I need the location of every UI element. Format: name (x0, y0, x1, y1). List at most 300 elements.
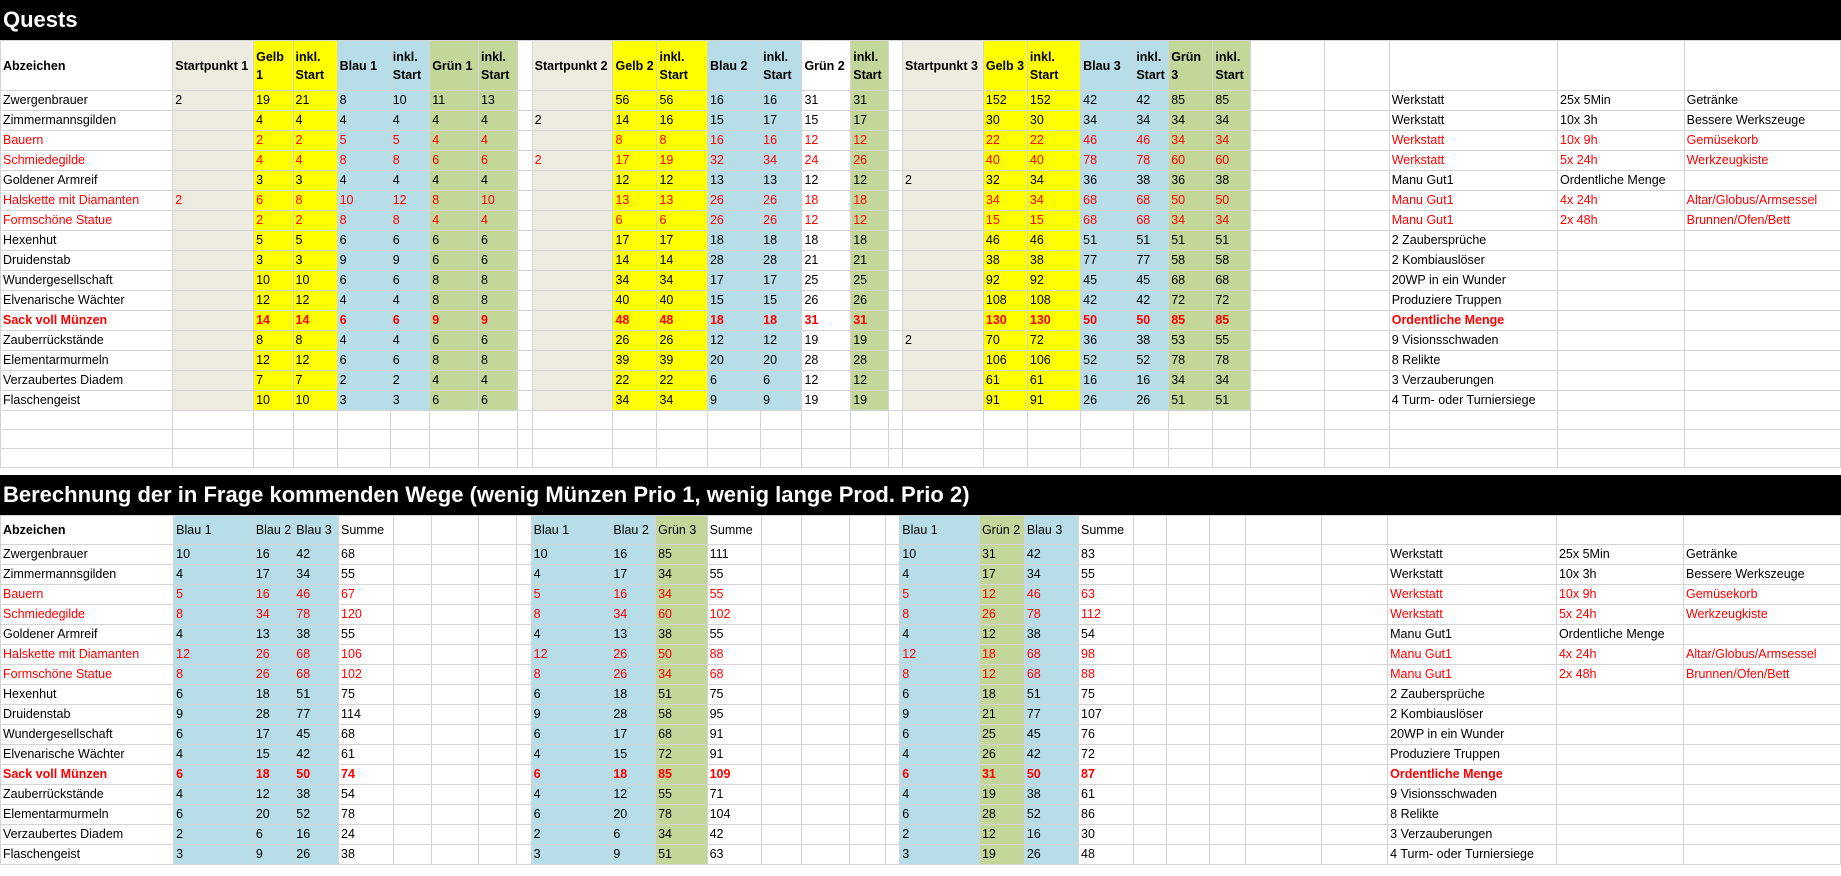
quests-cell[interactable] (1558, 291, 1685, 311)
calc-cell[interactable]: 45 (1024, 725, 1078, 745)
calc-cell[interactable] (1133, 845, 1166, 865)
quests-cell[interactable]: 4 (390, 111, 429, 131)
empty-cell[interactable] (518, 449, 532, 468)
calc-cell[interactable]: 51 (294, 685, 339, 705)
calc-cell[interactable]: 71 (707, 785, 762, 805)
quests-cell[interactable]: 26 (851, 291, 889, 311)
calc-cell[interactable] (1321, 845, 1387, 865)
calc-cell[interactable] (1209, 725, 1245, 745)
quests-cell[interactable]: 106 (983, 351, 1027, 371)
quests-cell[interactable] (518, 351, 532, 371)
quests-cell[interactable]: 46 (1027, 231, 1080, 251)
empty-cell[interactable] (1324, 411, 1389, 430)
quests-cell[interactable]: 34 (1134, 111, 1169, 131)
quests-cell[interactable] (1250, 351, 1324, 371)
calc-cell[interactable] (885, 625, 899, 645)
calc-cell[interactable]: 112 (1079, 605, 1134, 625)
quests-cell[interactable]: 72 (1027, 331, 1080, 351)
empty-cell[interactable] (173, 411, 254, 430)
calc-cell[interactable] (517, 585, 531, 605)
quests-cell[interactable]: Werkstatt (1389, 111, 1557, 131)
calc-cell[interactable]: 2 (174, 825, 254, 845)
quests-cell[interactable]: 34 (1169, 131, 1213, 151)
empty-cell[interactable] (1558, 430, 1685, 449)
calc-cell[interactable]: 6 (174, 765, 254, 785)
calc-cell[interactable]: 4 (174, 745, 254, 765)
calc-cell[interactable] (431, 825, 479, 845)
quests-cell[interactable]: 51 (1081, 231, 1134, 251)
calc-cell[interactable]: 18 (979, 645, 1024, 665)
calc-cell[interactable] (849, 665, 885, 685)
quests-cell[interactable]: 12 (293, 351, 337, 371)
quests-cell[interactable]: 53 (1169, 331, 1213, 351)
calc-header-cell[interactable]: Summe (1079, 516, 1134, 545)
quests-cell[interactable]: 14 (613, 111, 657, 131)
calc-cell[interactable]: 4 (174, 625, 254, 645)
quests-cell[interactable]: 26 (851, 151, 889, 171)
quests-cell[interactable]: 61 (983, 371, 1027, 391)
quests-cell[interactable] (1324, 371, 1389, 391)
calc-header-cell[interactable]: Grün 3 (656, 516, 708, 545)
quests-cell[interactable]: 2 (254, 211, 293, 231)
quests-cell[interactable]: 40 (657, 291, 708, 311)
calc-cell[interactable]: Zimmermannsgilden (1, 565, 174, 585)
quests-cell[interactable]: 6 (478, 391, 517, 411)
calc-cell[interactable] (1321, 745, 1387, 765)
calc-cell[interactable] (1133, 725, 1166, 745)
calc-cell[interactable]: 8 Relikte (1388, 805, 1557, 825)
quests-cell[interactable]: Elvenarische Wächter (1, 291, 173, 311)
empty-cell[interactable] (903, 449, 984, 468)
quests-cell[interactable]: 2 (903, 171, 984, 191)
quests-cell[interactable]: 3 Verzauberungen (1389, 371, 1557, 391)
calc-cell[interactable]: 26 (979, 745, 1024, 765)
quests-cell[interactable] (532, 371, 613, 391)
calc-cell[interactable]: Manu Gut1 (1388, 665, 1557, 685)
calc-cell[interactable]: 10 (174, 545, 254, 565)
quests-cell[interactable]: 3 (390, 391, 429, 411)
calc-cell[interactable] (885, 685, 899, 705)
quests-header-cell[interactable]: inkl. Start (478, 41, 517, 91)
quests-cell[interactable]: 12 (613, 171, 657, 191)
calc-cell[interactable]: 38 (294, 785, 339, 805)
calc-cell[interactable]: 63 (707, 845, 762, 865)
quests-cell[interactable]: 42 (1081, 291, 1134, 311)
calc-cell[interactable]: 77 (1024, 705, 1078, 725)
empty-cell[interactable] (851, 411, 889, 430)
quests-header-cell[interactable]: inkl. Start (293, 41, 337, 91)
calc-cell[interactable]: 95 (707, 705, 762, 725)
quests-cell[interactable]: 85 (1213, 91, 1251, 111)
empty-cell[interactable] (173, 430, 254, 449)
quests-cell[interactable]: 78 (1213, 351, 1251, 371)
calc-cell[interactable] (1556, 825, 1683, 845)
calc-cell[interactable] (1321, 785, 1387, 805)
calc-cell[interactable] (762, 665, 802, 685)
calc-cell[interactable] (1133, 685, 1166, 705)
calc-cell[interactable] (393, 565, 431, 585)
calc-cell[interactable] (479, 545, 517, 565)
quests-cell[interactable]: 77 (1081, 251, 1134, 271)
quests-cell[interactable]: 60 (1213, 151, 1251, 171)
calc-cell[interactable] (1245, 685, 1321, 705)
quests-cell[interactable]: 14 (293, 311, 337, 331)
calc-cell[interactable] (431, 705, 479, 725)
calc-cell[interactable] (1683, 725, 1840, 745)
calc-cell[interactable]: 5 (174, 585, 254, 605)
calc-cell[interactable]: 3 (900, 845, 980, 865)
quests-cell[interactable]: 34 (613, 271, 657, 291)
quests-cell[interactable]: 6 (430, 331, 479, 351)
calc-cell[interactable]: 91 (707, 745, 762, 765)
calc-cell[interactable]: 18 (611, 765, 656, 785)
quests-cell[interactable]: 26 (1134, 391, 1169, 411)
empty-cell[interactable] (903, 430, 984, 449)
quests-cell[interactable]: 91 (983, 391, 1027, 411)
calc-cell[interactable] (431, 805, 479, 825)
calc-cell[interactable]: 6 (900, 685, 980, 705)
calc-header-cell[interactable]: Blau 3 (1024, 516, 1078, 545)
quests-cell[interactable]: 11 (430, 91, 479, 111)
calc-cell[interactable]: 3 (174, 845, 254, 865)
quests-cell[interactable] (173, 211, 254, 231)
calc-cell[interactable]: Flaschengeist (1, 845, 174, 865)
calc-cell[interactable] (1209, 625, 1245, 645)
calc-cell[interactable] (517, 725, 531, 745)
quests-cell[interactable]: 92 (983, 271, 1027, 291)
calc-cell[interactable]: 6 (174, 805, 254, 825)
quests-cell[interactable]: 68 (1081, 191, 1134, 211)
empty-cell[interactable] (293, 430, 337, 449)
calc-cell[interactable] (517, 805, 531, 825)
empty-cell[interactable] (1389, 430, 1557, 449)
calc-cell[interactable]: 4 (900, 785, 980, 805)
quests-cell[interactable]: 8 (337, 151, 390, 171)
quests-cell[interactable]: Ordentliche Menge (1389, 311, 1557, 331)
calc-cell[interactable] (849, 805, 885, 825)
quests-cell[interactable]: Getränke (1684, 91, 1840, 111)
quests-cell[interactable]: 38 (983, 251, 1027, 271)
quests-cell[interactable]: 2 Zaubersprüche (1389, 231, 1557, 251)
quests-cell[interactable] (1324, 91, 1389, 111)
quests-cell[interactable]: 10 (293, 271, 337, 291)
quests-cell[interactable]: 6 (337, 311, 390, 331)
quests-cell[interactable] (173, 131, 254, 151)
empty-cell[interactable] (1027, 411, 1080, 430)
calc-cell[interactable] (393, 785, 431, 805)
calc-cell[interactable]: 46 (1024, 585, 1078, 605)
quests-cell[interactable] (903, 151, 984, 171)
calc-cell[interactable]: 6 (900, 765, 980, 785)
calc-cell[interactable]: 88 (1079, 665, 1134, 685)
quests-cell[interactable]: 10 (254, 391, 293, 411)
calc-cell[interactable] (1133, 705, 1166, 725)
quests-cell[interactable]: 7 (254, 371, 293, 391)
calc-cell[interactable] (517, 645, 531, 665)
calc-header-cell[interactable] (393, 516, 431, 545)
calc-cell[interactable]: 3 (531, 845, 611, 865)
calc-cell[interactable]: 75 (339, 685, 394, 705)
quests-cell[interactable] (1250, 111, 1324, 131)
calc-cell[interactable]: 34 (1024, 565, 1078, 585)
calc-cell[interactable] (1321, 545, 1387, 565)
calc-cell[interactable]: 55 (707, 625, 762, 645)
calc-cell[interactable] (802, 585, 850, 605)
calc-cell[interactable]: 9 (900, 705, 980, 725)
quests-cell[interactable]: 51 (1213, 391, 1251, 411)
calc-cell[interactable]: 68 (294, 645, 339, 665)
quests-cell[interactable]: 36 (1081, 171, 1134, 191)
quests-cell[interactable] (1558, 351, 1685, 371)
calc-cell[interactable] (517, 825, 531, 845)
calc-cell[interactable] (1321, 725, 1387, 745)
calc-cell[interactable]: 8 (900, 605, 980, 625)
calc-cell[interactable]: 4 (900, 565, 980, 585)
quests-cell[interactable]: 26 (1081, 391, 1134, 411)
quests-cell[interactable]: Halskette mit Diamanten (1, 191, 173, 211)
quests-cell[interactable] (903, 191, 984, 211)
empty-cell[interactable] (532, 449, 613, 468)
calc-cell[interactable] (1245, 805, 1321, 825)
quests-cell[interactable]: Manu Gut1 (1389, 191, 1557, 211)
calc-header-cell[interactable] (517, 516, 531, 545)
quests-cell[interactable]: 17 (657, 231, 708, 251)
quests-cell[interactable]: 2 (390, 371, 429, 391)
calc-cell[interactable] (802, 825, 850, 845)
quests-cell[interactable]: 9 (390, 251, 429, 271)
quests-cell[interactable]: 60 (1169, 151, 1213, 171)
quests-cell[interactable]: Zimmermannsgilden (1, 111, 173, 131)
quests-cell[interactable]: 20WP in ein Wunder (1389, 271, 1557, 291)
calc-cell[interactable] (849, 705, 885, 725)
quests-cell[interactable]: 31 (802, 91, 851, 111)
quests-cell[interactable]: 34 (657, 271, 708, 291)
quests-cell[interactable]: 34 (1213, 131, 1251, 151)
quests-cell[interactable] (888, 111, 902, 131)
empty-cell[interactable] (1389, 449, 1557, 468)
calc-cell[interactable]: 52 (294, 805, 339, 825)
quests-cell[interactable] (1324, 231, 1389, 251)
calc-cell[interactable]: 26 (979, 605, 1024, 625)
calc-cell[interactable]: 8 (174, 605, 254, 625)
quests-cell[interactable] (903, 251, 984, 271)
calc-cell[interactable]: 9 (611, 845, 656, 865)
quests-cell[interactable]: 3 (337, 391, 390, 411)
quests-cell[interactable]: 4 (478, 111, 517, 131)
calc-cell[interactable]: 28 (979, 805, 1024, 825)
calc-cell[interactable]: 12 (174, 645, 254, 665)
quests-cell[interactable]: 50 (1081, 311, 1134, 331)
calc-cell[interactable]: 17 (611, 565, 656, 585)
calc-cell[interactable] (1166, 665, 1209, 685)
quests-cell[interactable]: 45 (1134, 271, 1169, 291)
quests-cell[interactable]: 4 (430, 371, 479, 391)
quests-cell[interactable] (888, 251, 902, 271)
calc-cell[interactable]: 78 (1024, 605, 1078, 625)
calc-cell[interactable]: 38 (294, 625, 339, 645)
quests-header-cell[interactable]: inkl. Start (657, 41, 708, 91)
calc-header-cell[interactable] (762, 516, 802, 545)
calc-cell[interactable] (1133, 605, 1166, 625)
quests-cell[interactable]: 13 (478, 91, 517, 111)
quests-cell[interactable] (1684, 391, 1840, 411)
quests-cell[interactable] (903, 131, 984, 151)
calc-cell[interactable] (762, 625, 802, 645)
calc-cell[interactable] (1245, 745, 1321, 765)
calc-cell[interactable] (1166, 765, 1209, 785)
calc-cell[interactable]: 5 (531, 585, 611, 605)
quests-cell[interactable] (532, 211, 613, 231)
calc-cell[interactable]: 28 (611, 705, 656, 725)
empty-cell[interactable] (518, 411, 532, 430)
quests-cell[interactable]: 108 (1027, 291, 1080, 311)
quests-cell[interactable]: 10 (254, 271, 293, 291)
calc-cell[interactable]: 6 (253, 825, 293, 845)
quests-cell[interactable]: 24 (802, 151, 851, 171)
calc-cell[interactable] (517, 765, 531, 785)
calc-cell[interactable] (1209, 845, 1245, 865)
calc-cell[interactable] (1166, 845, 1209, 865)
calc-cell[interactable]: 75 (707, 685, 762, 705)
quests-cell[interactable]: 25x 5Min (1558, 91, 1685, 111)
quests-cell[interactable]: 21 (293, 91, 337, 111)
calc-cell[interactable] (1209, 745, 1245, 765)
quests-cell[interactable]: 10 (390, 91, 429, 111)
empty-cell[interactable] (337, 411, 390, 430)
quests-cell[interactable]: 58 (1169, 251, 1213, 271)
calc-cell[interactable] (431, 625, 479, 645)
calc-cell[interactable] (1166, 585, 1209, 605)
calc-cell[interactable]: 38 (656, 625, 708, 645)
calc-cell[interactable] (1683, 745, 1840, 765)
calc-cell[interactable]: 85 (656, 765, 708, 785)
calc-cell[interactable]: 8 (531, 665, 611, 685)
calc-cell[interactable]: 54 (339, 785, 394, 805)
calc-header-cell[interactable] (1133, 516, 1166, 545)
calc-cell[interactable] (517, 845, 531, 865)
calc-cell[interactable] (1321, 805, 1387, 825)
quests-cell[interactable]: 12 (254, 291, 293, 311)
empty-cell[interactable] (1389, 411, 1557, 430)
quests-cell[interactable]: 34 (761, 151, 802, 171)
calc-cell[interactable]: 26 (253, 665, 293, 685)
quests-cell[interactable] (1324, 151, 1389, 171)
quests-cell[interactable]: 18 (761, 231, 802, 251)
quests-cell[interactable]: 3 (293, 251, 337, 271)
calc-cell[interactable] (849, 825, 885, 845)
calc-cell[interactable] (1133, 765, 1166, 785)
quests-cell[interactable]: 8 (254, 331, 293, 351)
quests-cell[interactable]: 6 (337, 351, 390, 371)
quests-cell[interactable]: 21 (851, 251, 889, 271)
empty-cell[interactable] (390, 430, 429, 449)
quests-cell[interactable]: 18 (851, 231, 889, 251)
quests-cell[interactable]: 51 (1169, 231, 1213, 251)
quests-cell[interactable]: 8 (430, 351, 479, 371)
quests-cell[interactable] (173, 231, 254, 251)
quests-cell[interactable] (888, 211, 902, 231)
quests-cell[interactable] (888, 331, 902, 351)
quests-cell[interactable]: 16 (1134, 371, 1169, 391)
quests-header-cell[interactable]: inkl. Start (1134, 41, 1169, 91)
quests-cell[interactable]: 8 (293, 331, 337, 351)
quests-cell[interactable]: 8 (390, 211, 429, 231)
quests-cell[interactable]: 18 (707, 311, 760, 331)
quests-cell[interactable] (1250, 131, 1324, 151)
quests-cell[interactable]: 56 (657, 91, 708, 111)
calc-cell[interactable] (802, 705, 850, 725)
quests-cell[interactable]: Zauberrückstände (1, 331, 173, 351)
quests-cell[interactable]: 68 (1134, 191, 1169, 211)
empty-cell[interactable] (293, 449, 337, 468)
quests-cell[interactable]: 15 (802, 111, 851, 131)
calc-cell[interactable]: 24 (339, 825, 394, 845)
calc-cell[interactable]: 55 (707, 585, 762, 605)
calc-cell[interactable] (431, 585, 479, 605)
quests-cell[interactable]: Goldener Armreif (1, 171, 173, 191)
calc-cell[interactable]: 114 (339, 705, 394, 725)
quests-cell[interactable]: 5 (254, 231, 293, 251)
quests-header-cell[interactable]: Startpunkt 1 (173, 41, 254, 91)
calc-cell[interactable]: 10x 3h (1556, 565, 1683, 585)
quests-cell[interactable]: 50 (1213, 191, 1251, 211)
calc-cell[interactable] (802, 605, 850, 625)
quests-cell[interactable]: 36 (1169, 171, 1213, 191)
quests-cell[interactable]: Formschöne Statue (1, 211, 173, 231)
calc-cell[interactable]: 120 (339, 605, 394, 625)
quests-header-cell[interactable] (1250, 41, 1324, 91)
calc-cell[interactable] (479, 745, 517, 765)
quests-cell[interactable] (1684, 311, 1840, 331)
calc-cell[interactable] (849, 605, 885, 625)
calc-cell[interactable] (1556, 765, 1683, 785)
quests-cell[interactable] (1558, 271, 1685, 291)
quests-cell[interactable] (518, 191, 532, 211)
calc-cell[interactable]: 87 (1079, 765, 1134, 785)
calc-cell[interactable] (885, 785, 899, 805)
calc-cell[interactable]: 51 (656, 685, 708, 705)
calc-cell[interactable]: 19 (979, 845, 1024, 865)
calc-cell[interactable]: Werkstatt (1388, 545, 1557, 565)
quests-cell[interactable] (1324, 211, 1389, 231)
quests-cell[interactable]: 26 (657, 331, 708, 351)
quests-cell[interactable] (903, 231, 984, 251)
quests-cell[interactable]: 31 (802, 311, 851, 331)
calc-header-cell[interactable] (1556, 516, 1683, 545)
quests-cell[interactable]: 42 (1134, 291, 1169, 311)
calc-cell[interactable]: 15 (611, 745, 656, 765)
quests-cell[interactable] (518, 151, 532, 171)
calc-cell[interactable] (1683, 765, 1840, 785)
quests-cell[interactable]: 19 (802, 391, 851, 411)
quests-cell[interactable]: 12 (851, 371, 889, 391)
empty-cell[interactable] (1, 449, 173, 468)
calc-cell[interactable] (1556, 805, 1683, 825)
calc-cell[interactable]: 42 (294, 745, 339, 765)
quests-cell[interactable]: 4 (293, 111, 337, 131)
calc-cell[interactable]: 26 (611, 645, 656, 665)
quests-cell[interactable]: 3 (254, 251, 293, 271)
quests-cell[interactable]: Ordentliche Menge (1558, 171, 1685, 191)
quests-cell[interactable]: 4 (430, 211, 479, 231)
calc-cell[interactable] (1245, 605, 1321, 625)
empty-cell[interactable] (1, 411, 173, 430)
quests-cell[interactable]: 9 (707, 391, 760, 411)
calc-cell[interactable]: 72 (1079, 745, 1134, 765)
quests-cell[interactable] (532, 171, 613, 191)
quests-cell[interactable]: 130 (1027, 311, 1080, 331)
quests-cell[interactable]: 70 (983, 331, 1027, 351)
